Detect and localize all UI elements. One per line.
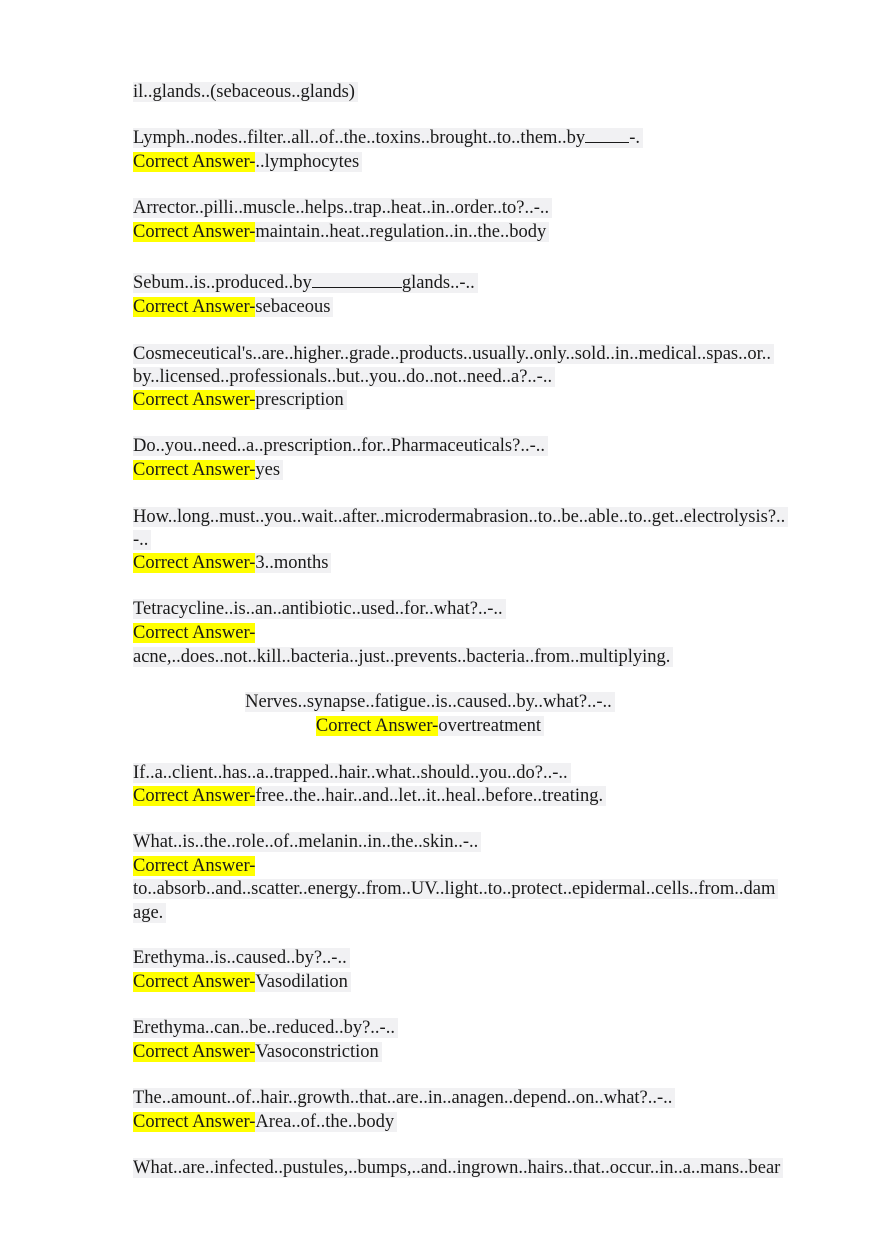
answer-11	[133, 970, 351, 994]
answer-13	[133, 1110, 397, 1134]
answer-text: free..the..hair..and..let..it..heal..before..treating.	[255, 786, 606, 806]
answer-3	[133, 295, 333, 319]
question-6: How..long..must..you..wait..after..microdermabrasion..to..be..able..to..get..electrolysis?..	[133, 505, 788, 529]
correct-answer-label: Correct Answer-	[133, 623, 256, 643]
answer-8	[0, 714, 860, 738]
question-1: Lymph..nodes..filter..all..of..the..toxins..brought..to..them..by -.	[133, 126, 643, 150]
question-4-cont: by..licensed..professionals..but..you..do..not..need..a?..-..	[133, 365, 555, 389]
answer-text: sebaceous	[255, 297, 333, 317]
intro-line	[133, 80, 358, 104]
correct-answer-label: Correct Answer-	[133, 1042, 256, 1062]
question-8: Nerves..synapse..fatigue..is..caused..by..what?..-..	[0, 690, 860, 714]
answer-4	[133, 388, 347, 412]
answer-text: Vasodilation	[255, 972, 351, 992]
answer-6	[133, 551, 331, 575]
question-7: Tetracycline..is..an..antibiotic..used..for..what?..-..	[133, 597, 506, 621]
answer-text: maintain..heat..regulation..in..the..body	[255, 222, 549, 242]
question-12: Erethyma..can..be..reduced..by?..-..	[133, 1016, 398, 1040]
question-2: Arrector..pilli..muscle..helps..trap..heat..in..order..to?..-..	[133, 196, 552, 220]
answer-text: overtreatment	[438, 716, 544, 736]
answer-10-text: to..absorb..and..scatter..energy..from..UV..light..to..protect..epidermal..cells..from..dam	[133, 877, 778, 901]
question-5: Do..you..need..a..prescription..for..Pharmaceuticals?..-..	[133, 434, 548, 458]
question-3: Sebum..is..produced..by glands..-..	[133, 271, 478, 295]
answer-12	[133, 1040, 382, 1064]
answer-text: ..lymphocytes	[255, 152, 362, 172]
correct-answer-label: Correct Answer-	[133, 222, 256, 242]
intro-text: il..glands..(sebaceous..glands)	[133, 82, 358, 102]
answer-text: Vasoconstriction	[255, 1042, 381, 1062]
correct-answer-label: Correct Answer-	[133, 297, 256, 317]
correct-answer-label: Correct Answer-	[315, 716, 439, 736]
answer-7-text: acne,..does..not..kill..bacteria..just..prevents..bacteria..from..multiplying.	[133, 645, 673, 669]
answer-5	[133, 458, 283, 482]
question-9: If..a..client..has..a..trapped..hair..what..should..you..do?..-..	[133, 761, 571, 785]
answer-9	[133, 784, 606, 808]
correct-answer-label: Correct Answer-	[133, 972, 256, 992]
answer-7	[133, 621, 255, 645]
question-14: What..are..infected..pustules,..bumps,..and..ingrown..hairs..that..occur..in..a..mans..bear	[133, 1156, 783, 1180]
correct-answer-label: Correct Answer-	[133, 1112, 256, 1132]
correct-answer-label: Correct Answer-	[133, 553, 256, 573]
correct-answer-label: Correct Answer-	[133, 152, 256, 172]
question-11: Erethyma..is..caused..by?..-..	[133, 946, 350, 970]
fill-blank	[312, 272, 402, 288]
question-10: What..is..the..role..of..melanin..in..the..skin..-..	[133, 830, 481, 854]
answer-1	[133, 150, 362, 174]
answer-text: 3..months	[255, 553, 331, 573]
correct-answer-label: Correct Answer-	[133, 786, 256, 806]
answer-2	[133, 220, 549, 244]
correct-answer-label: Correct Answer-	[133, 460, 256, 480]
correct-answer-label: Correct Answer-	[133, 856, 256, 876]
answer-text: prescription	[255, 390, 346, 410]
answer-10-text-cont: age.	[133, 901, 166, 925]
answer-10	[133, 854, 255, 878]
fill-blank	[585, 127, 629, 143]
question-6-cont: -..	[133, 528, 151, 552]
question-13: The..amount..of..hair..growth..that..are..in..anagen..depend..on..what?..-..	[133, 1086, 675, 1110]
correct-answer-label: Correct Answer-	[133, 390, 256, 410]
answer-text: Area..of..the..body	[255, 1112, 397, 1132]
question-4: Cosmeceutical's..are..higher..grade..products..usually..only..sold..in..medical..spas..or..	[133, 342, 774, 366]
answer-text: yes	[255, 460, 283, 480]
